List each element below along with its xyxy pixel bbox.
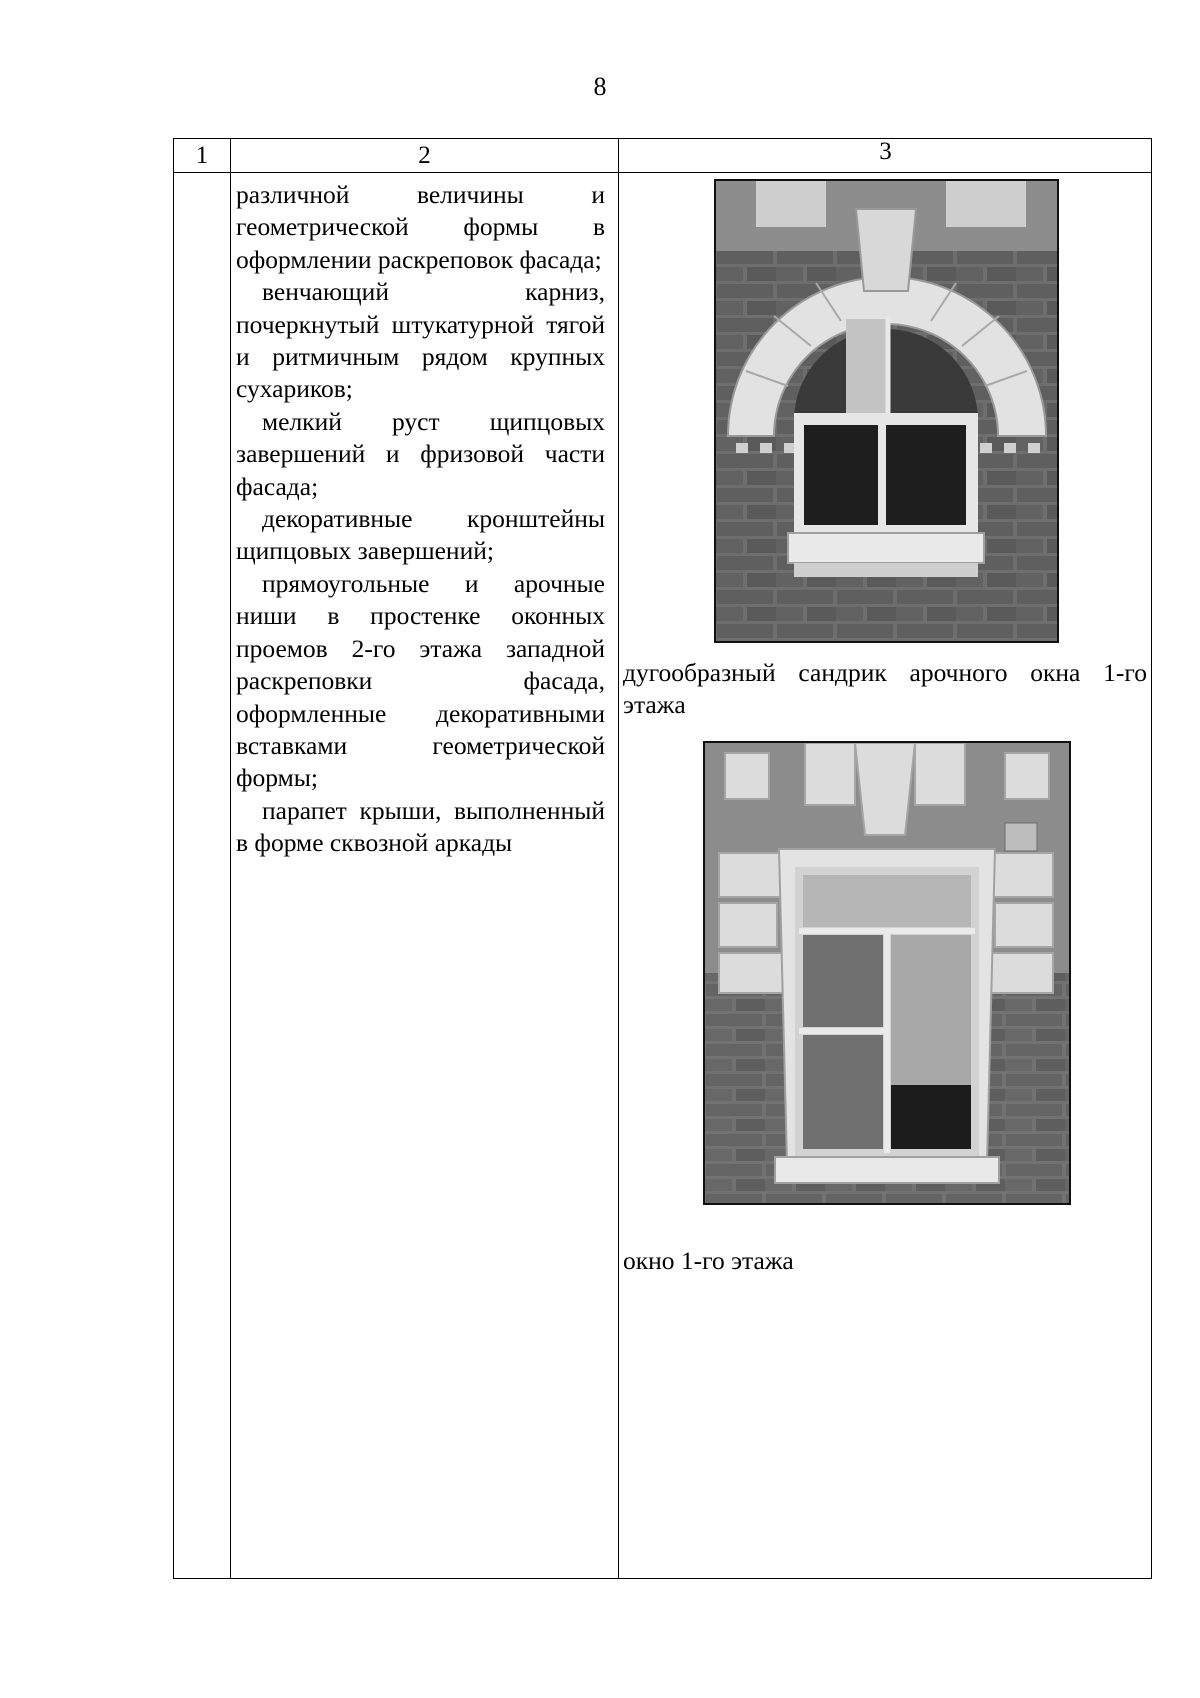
description-paragraph: прямоугольные и арочные ниши в простенке оконных проемов 2-го этажа западной раскреповки фасада, оформленные декоративными вставками геометрической формы;	[236, 568, 605, 793]
column-header-3: 3	[879, 138, 892, 165]
column-divider	[618, 139, 619, 1578]
header-divider	[174, 172, 1151, 173]
column-header-1: 1	[195, 142, 209, 169]
photo-caption: окно 1-го этажа	[623, 1246, 794, 1275]
monument-elements-table	[173, 138, 1152, 1579]
page-number: 8	[593, 72, 607, 101]
description-paragraph: мелкий руст щипцовых завершений и фризовой части фасада;	[236, 406, 605, 501]
column-divider	[230, 139, 231, 1578]
rectangular-window-photo	[703, 741, 1071, 1205]
description-paragraph: венчающий карниз, почеркнутый штукатурной тягой и ритмичным рядом крупных сухариков;	[236, 277, 605, 404]
column-header-2: 2	[418, 142, 431, 169]
arched-window-photo	[714, 179, 1059, 643]
description-paragraph: парапет крыши, выполненный в форме сквозной аркады	[236, 795, 605, 858]
description-paragraph: различной величины и геометрической формы в оформлении раскреповок фасада;	[236, 180, 605, 274]
photo-caption: дугообразный сандрик арочного окна 1-го этажа	[623, 658, 1147, 719]
description-paragraph: декоративные кронштейны щипцовых завершений;	[236, 504, 605, 566]
elements-description	[236, 179, 605, 860]
